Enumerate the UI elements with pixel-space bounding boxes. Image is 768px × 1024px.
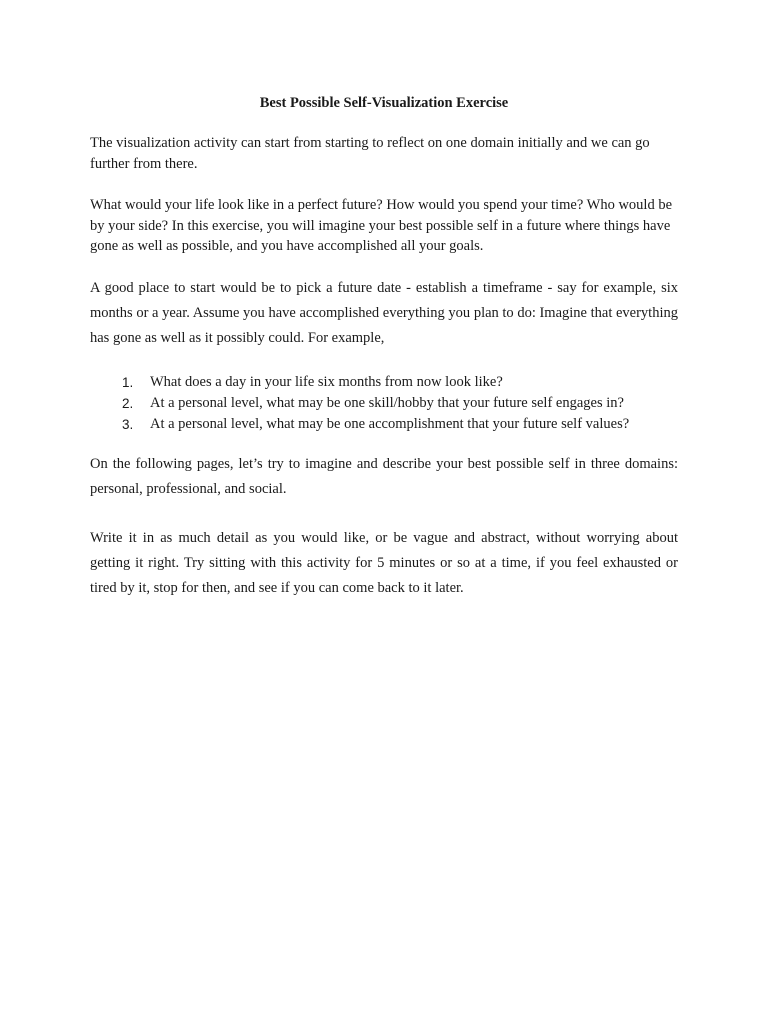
document-title: Best Possible Self-Visualization Exercise	[259, 95, 509, 111]
list-item-text: At a personal level, what may be one accomplishment that your future self values?	[150, 416, 630, 432]
domains-paragraph: On the following pages, let’s try to imagine and describe your best possible self in three domains: personal, professional, and social.	[90, 456, 678, 497]
list-item-text: At a personal level, what may be one skill/hobby that your future self engages in?	[150, 395, 624, 411]
intro-paragraph: The visualization activity can start from starting to reflect on one domain initially and we can go further from there.	[90, 135, 650, 172]
list-item-number: 2.	[122, 396, 134, 411]
list-item	[122, 393, 682, 414]
list-item	[122, 414, 682, 435]
perfect-future-paragraph: What would your life look like in a perfect future? How would you spend your time? Who would be by your side? In this exercise, you will imagine your best possible self in a future where things have gone as well as possible, and you have accomplished all your goals.	[90, 197, 673, 254]
list-item-text: What does a day in your life six months from now look like?	[150, 374, 503, 390]
instructions-paragraph: Write it in as much detail as you would like, or be vague and abstract, without worrying about getting it right. Try sitting with this activity for 5 minutes or so at a time, if you feel exhausted or tired by it, stop for then, and see if you can come back to it later.	[90, 530, 678, 596]
list-item	[122, 372, 682, 393]
list-item-number: 1.	[122, 375, 134, 390]
question-list	[122, 372, 682, 435]
list-item-number: 3.	[122, 417, 134, 432]
timeframe-paragraph: A good place to start would be to pick a future date - establish a timeframe - say for example, six months or a year. Assume you have accomplished everything you plan to do: Imagine that everything has gone as well as it possibly could. For example,	[90, 280, 678, 346]
